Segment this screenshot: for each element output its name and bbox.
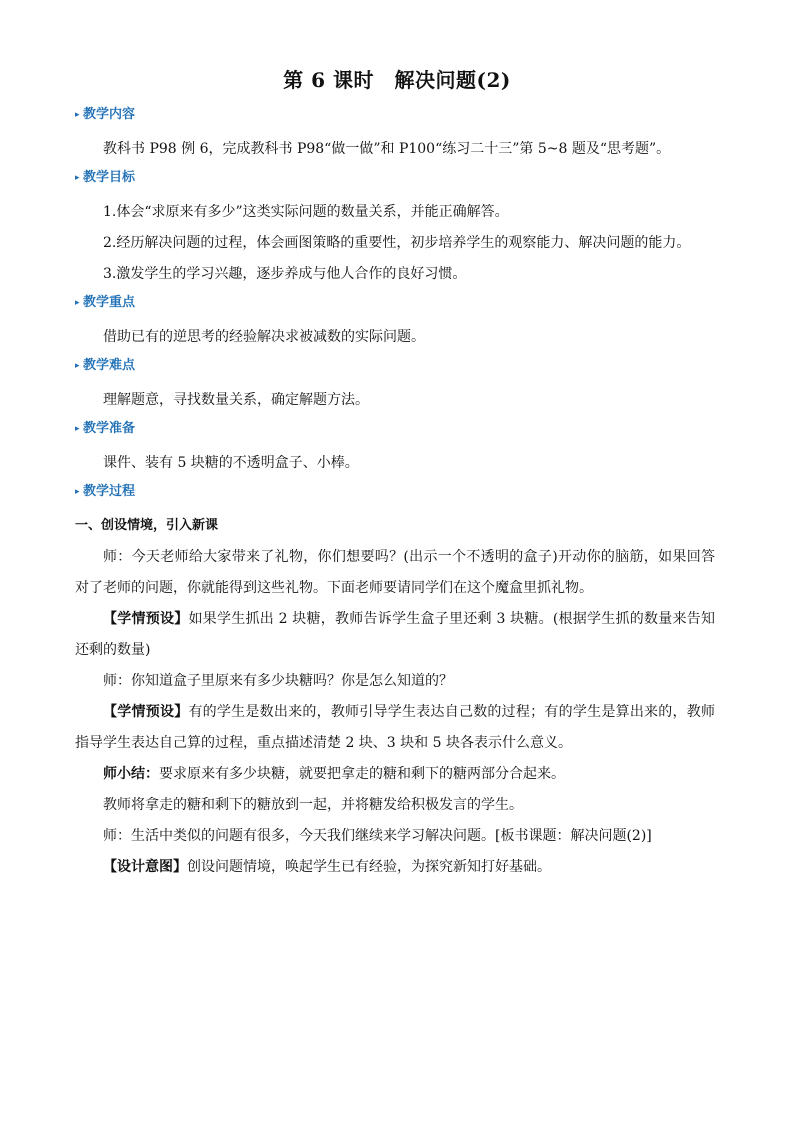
triangle-bullet-icon: ▸ (75, 424, 80, 434)
process-paragraph-8: 【设计意图】创设问题情境，唤起学生已有经验，为探究新知打好基础。 (103, 859, 551, 875)
process-paragraph-5: 师小结：要求原来有多少块糖，就要把拿走的糖和剩下的糖两部分合起来。 (103, 766, 565, 782)
content-paragraph: 教科书 P98 例 6，完成教科书 P98“做一做”和 P100“练习二十三”第 5~8 题及“思考题”。 (103, 141, 671, 157)
process-paragraph-1: 师：今天老师给大家带来了礼物，你们想要吗？(出示一个不透明的盒子)开动你的脑筋，如果回答对了老师的问题，你就能得到这些礼物。下面老师要请同学们在这个魔盒里抓礼物。 (75, 549, 715, 596)
key-paragraph: 借助已有的逆思考的经验解决求被减数的实际问题。 (103, 329, 425, 345)
triangle-bullet-icon: ▸ (75, 110, 80, 120)
section-heading-prep: ▸ 教学准备 (75, 418, 715, 440)
process-paragraph-4: 【学情预设】有的学生是数出来的，教师引导学生表达自己数的过程；有的学生是算出来的，教师指导学生表达自己算的过程，重点描述清楚 2 块、3 块和 5 块各表示什么意义。 (75, 704, 716, 751)
difficulty-paragraph: 理解题意，寻找数量关系，确定解题方法。 (103, 392, 369, 408)
process-paragraph-3: 师：你知道盒子里原来有多少块糖吗？你是怎么知道的？ (103, 673, 453, 689)
goal-item-1: 1.体会“求原来有多少”这类实际问题的数量关系，并能正确解答。 (103, 204, 509, 220)
lesson-body (75, 104, 715, 883)
triangle-bullet-icon: ▸ (75, 298, 80, 308)
process-paragraph-2: 【学情预设】如果学生抓出 2 块糖，教师告诉学生盒子里还剩 3 块糖。(根据学生抓的数量来告知还剩的数量) (75, 611, 716, 658)
design-intent-tag: 【设计意图】 (103, 859, 187, 875)
section-heading-process: ▸ 教学过程 (75, 481, 715, 503)
goal-item-3: 3.激发学生的学习兴趣，逐步养成与他人合作的良好习惯。 (103, 266, 467, 282)
section-heading-content: ▸ 教学内容 (75, 104, 715, 126)
process-paragraph-6: 教师将拿走的糖和剩下的糖放到一起，并将糖发给积极发言的学生。 (103, 797, 523, 813)
lesson-title: 第 6 课时 解决问题(2) (283, 68, 511, 92)
triangle-bullet-icon: ▸ (75, 361, 80, 371)
section-heading-key: ▸ 教学重点 (75, 292, 715, 314)
summary-tag: 师小结： (103, 766, 159, 782)
section-heading-goals: ▸ 教学目标 (75, 167, 715, 189)
section-heading-difficulty: ▸ 教学难点 (75, 355, 715, 377)
triangle-bullet-icon: ▸ (75, 173, 80, 183)
triangle-bullet-icon: ▸ (75, 487, 80, 497)
process-subheading: 一、创设情境，引入新课 (75, 518, 219, 533)
prep-paragraph: 课件、装有 5 块糖的不透明盒子、小棒。 (103, 455, 359, 471)
process-paragraph-7: 师：生活中类似的问题有很多，今天我们继续来学习解决问题。[板书课题：解决问题(2)] (103, 828, 652, 844)
preset-tag: 【学情预设】 (103, 704, 189, 720)
goal-item-2: 2.经历解决问题的过程，体会画图策略的重要性，初步培养学生的观察能力、解决问题的能力。 (103, 235, 691, 251)
preset-tag: 【学情预设】 (103, 611, 189, 627)
